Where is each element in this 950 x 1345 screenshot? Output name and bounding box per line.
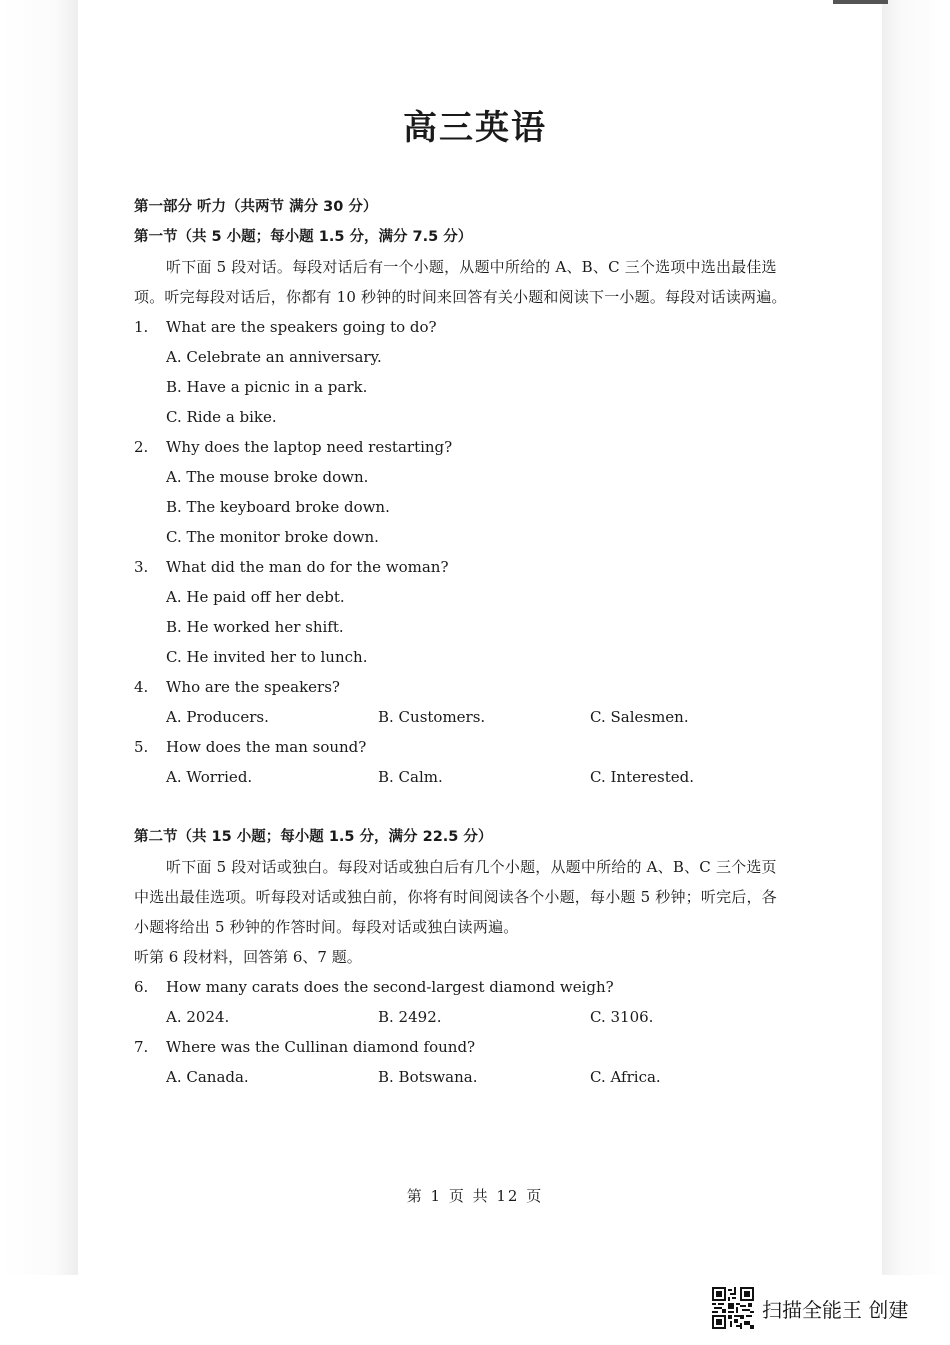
scan-corner-mark	[833, 0, 888, 4]
option-b: B. He worked her shift.	[166, 618, 344, 636]
scan-left-edge	[0, 0, 78, 1275]
question-text: What are the speakers going to do?	[166, 318, 437, 336]
option-b: B. 2492.	[378, 1008, 442, 1026]
question-text: How does the man sound?	[166, 738, 367, 756]
question-text: Where was the Cullinan diamond found?	[166, 1038, 476, 1056]
part1-heading: 第一部分 听力（共两节 满分 30 分）	[134, 199, 378, 215]
qr-code-icon	[712, 1287, 754, 1329]
question-4	[134, 672, 824, 702]
option-c: C. Interested.	[590, 768, 694, 786]
question-text: How many carats does the second-largest diamond weigh?	[166, 978, 614, 996]
question-2	[134, 432, 824, 462]
option-b: B. Calm.	[378, 768, 443, 786]
options-row	[134, 762, 824, 792]
material-6-label: 听第 6 段材料，回答第 6、7 题。	[134, 948, 362, 966]
option-b: B. Have a picnic in a park.	[166, 378, 368, 396]
option-a: A. He paid off her debt.	[166, 588, 345, 606]
section-gap	[134, 792, 824, 822]
question-text: Why does the laptop need restarting?	[166, 438, 453, 456]
option-a: A. Canada.	[166, 1068, 249, 1086]
page-title: 高三英语	[403, 108, 547, 148]
question-3	[134, 552, 824, 582]
option-c: C. Salesmen.	[590, 708, 689, 726]
question-5	[134, 732, 824, 762]
question-number: 4.	[134, 678, 149, 696]
option-a: A. Celebrate an anniversary.	[166, 348, 382, 366]
section2-instructions-line3: 小题将给出 5 秒钟的作答时间。每段对话或独白读两遍。	[134, 918, 519, 936]
option-c: C. Africa.	[590, 1068, 661, 1086]
question-6	[134, 972, 824, 1002]
scanner-watermark	[712, 1287, 908, 1329]
option-c: C. 3106.	[590, 1008, 654, 1026]
question-text: What did the man do for the woman?	[166, 558, 449, 576]
question-1	[134, 312, 824, 342]
option-a: A. Worried.	[166, 768, 253, 786]
option-c: C. The monitor broke down.	[166, 528, 379, 546]
option-c: C. He invited her to lunch.	[166, 648, 368, 666]
exam-content	[134, 192, 824, 1092]
options-row	[134, 1002, 824, 1032]
option-b: B. Botswana.	[378, 1068, 478, 1086]
options-row	[134, 1062, 824, 1092]
section1-instructions-line2: 项。听完每段对话后，你都有 10 秒钟的时间来回答有关小题和阅读下一小题。每段对话读两遍。	[134, 288, 787, 306]
question-7	[134, 1032, 824, 1062]
option-b: B. Customers.	[378, 708, 486, 726]
section1-heading: 第一节（共 5 小题；每小题 1.5 分，满分 7.5 分）	[134, 229, 473, 245]
section1-instructions-line1: 听下面 5 段对话。每段对话后有一个小题，从题中所给的 A、B、C 三个选项中选出最佳选	[166, 258, 777, 276]
option-a: A. The mouse broke down.	[166, 468, 369, 486]
section2-instructions-line2: 中选出最佳选项。听每段对话或独白前，你将有时间阅读各个小题，每小题 5 秒钟；听完后，各	[134, 888, 777, 906]
section2-heading: 第二节（共 15 小题；每小题 1.5 分，满分 22.5 分）	[134, 829, 493, 845]
option-c: C. Ride a bike.	[166, 408, 277, 426]
options-row	[134, 702, 824, 732]
question-number: 1.	[134, 318, 149, 336]
question-text: Who are the speakers?	[166, 678, 340, 696]
question-number: 2.	[134, 438, 149, 456]
question-number: 5.	[134, 738, 149, 756]
page-footer: 第 1 页 共 12 页	[406, 1187, 544, 1205]
option-b: B. The keyboard broke down.	[166, 498, 390, 516]
section2-instructions-line1: 听下面 5 段对话或独白。每段对话或独白后有几个小题，从题中所给的 A、B、C 三个选页	[166, 858, 777, 876]
question-number: 6.	[134, 978, 149, 996]
question-number: 3.	[134, 558, 149, 576]
watermark-text: 扫描全能王 创建	[762, 1297, 909, 1322]
option-a: A. Producers.	[166, 708, 269, 726]
scan-right-edge	[882, 0, 950, 1275]
option-a: A. 2024.	[166, 1008, 230, 1026]
question-number: 7.	[134, 1038, 149, 1056]
